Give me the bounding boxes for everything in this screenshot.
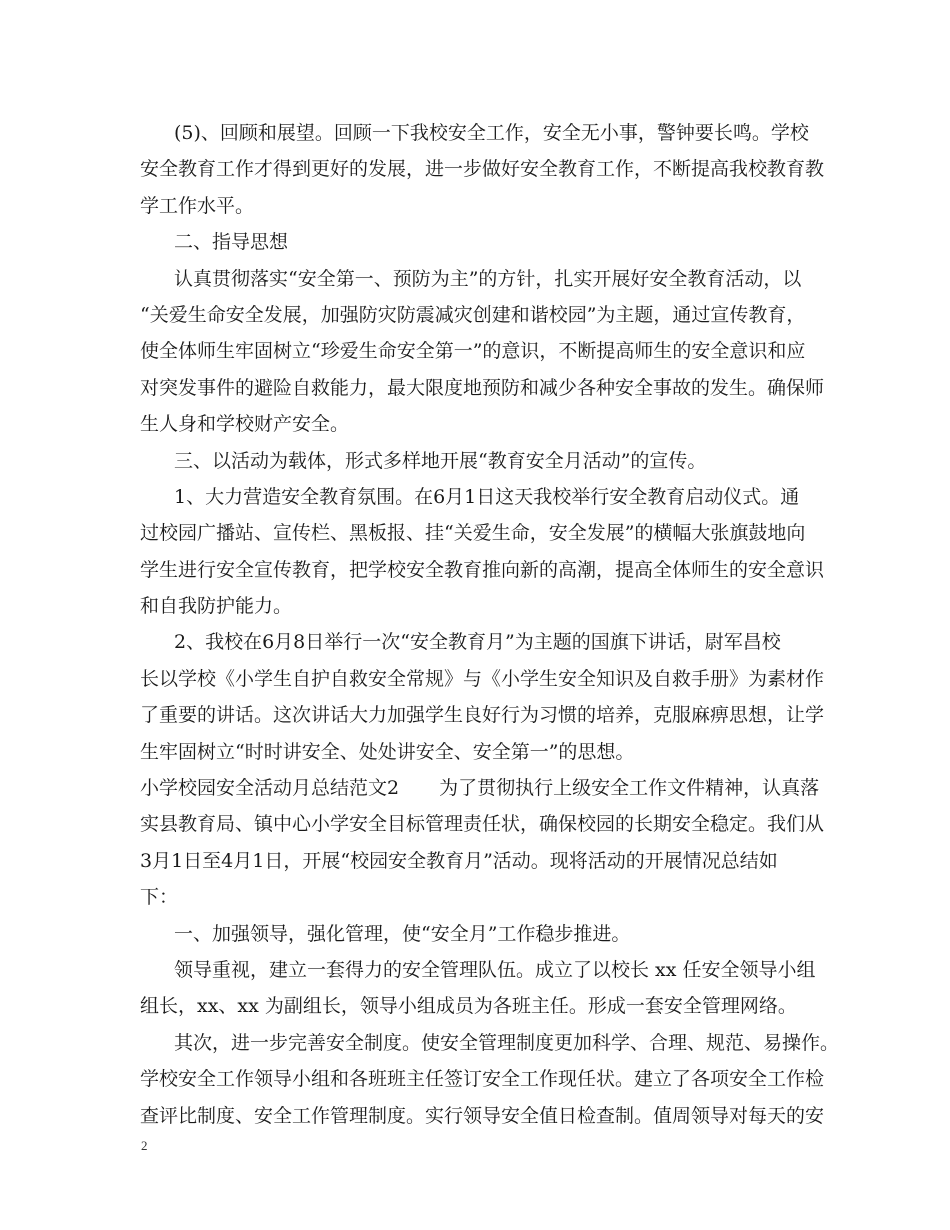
text-line: 查评比制度、安全工作管理制度。实行领导安全值日检查制。值周领导对每天的安 (140, 1104, 825, 1127)
text-line: 3月1日至4月1日，开展“校园安全教育月”活动。现将活动的开展情况总结如 (140, 849, 778, 872)
text-line: 1、大力营造安全教育氛围。在6月1日这天我校举行安全教育启动仪式。通 (174, 485, 800, 508)
page-number: 2 (141, 1138, 148, 1153)
text-line: 实县教育局、镇中心小学安全目标管理责任状，确保校园的长期安全稳定。我们从 (140, 813, 825, 836)
section-heading: 一、加强领导，强化管理，使“安全月”工作稳步推进。 (174, 922, 631, 945)
text-line: 对突发事件的避险自救能力，最大限度地预防和减少各种安全事故的发生。确保师 (140, 376, 825, 399)
text-line: 其次，进一步完善安全制度。使安全管理制度更加科学、合理、规范、易操作。 (174, 1031, 840, 1054)
text-line: 使全体师生牢固树立“珍爱生命安全第一”的意识，不断提高师生的安全意识和应 (140, 340, 806, 363)
text-line: 过校园广播站、宣传栏、黑板报、挂“关爱生命，安全发展”的横幅大张旗鼓地向 (140, 522, 806, 545)
document-body (140, 115, 840, 1134)
text-line: 了重要的讲话。这次讲话大力加强学生良好行为习惯的培养，克服麻痹思想，让学 (140, 704, 825, 727)
text-line: 下： (140, 886, 179, 909)
text-line: 领导重视，建立一套得力的安全管理队伍。成立了以校长 xx 任安全领导小组 (174, 958, 816, 981)
section-heading: 二、指导思想 (174, 231, 289, 254)
text-line: 2、我校在6月8日举行一次“安全教育月”为主题的国旗下讲话，尉军昌校 (174, 631, 781, 654)
text-line: (5)、回顾和展望。回顾一下我校安全工作，安全无小事，警钟要长鸣。学校 (174, 122, 809, 144)
text-line: 认真贯彻落实“安全第一、预防为主”的方针，扎实开展好安全教育活动，以 (174, 267, 802, 290)
text-line: 为了贯彻执行上级安全工作文件精神，认真落 (439, 777, 820, 800)
text-line: 学工作水平。 (140, 194, 255, 217)
text-line: 学生进行安全宣传教育，把学校安全教育推向新的高潮，提高全体师生的安全意识 (140, 558, 825, 581)
text-line: “关爱生命安全发展，加强防灾防震减灾创建和谐校园”为主题，通过宣传教育， (140, 303, 806, 326)
text-line: 安全教育工作才得到更好的发展，进一步做好安全教育工作，不断提高我校教育教 (140, 158, 825, 181)
text-line: 生人身和学校财产安全。 (140, 413, 350, 436)
text-line (140, 770, 820, 806)
section-heading: 三、以活动为载体，形式多样地开展“教育安全月活动”的宣传。 (174, 449, 707, 472)
text-line: 和自我防护能力。 (140, 595, 293, 618)
text-line: 长以学校《小学生自护自救安全常规》与《小学生安全知识及自救手册》为素材作 (140, 667, 825, 690)
article-title: 小学校园安全活动月总结范文2 (140, 777, 400, 800)
text-line: 生牢固树立“时时讲安全、处处讲安全、安全第一”的思想。 (140, 740, 635, 763)
text-line: 组长，xx、xx 为副组长，领导小组成员为各班主任。形成一套安全管理网络。 (140, 995, 797, 1018)
text-line: 学校安全工作领导小组和各班班主任签订安全工作现任状。建立了各项安全工作检 (140, 1068, 825, 1091)
